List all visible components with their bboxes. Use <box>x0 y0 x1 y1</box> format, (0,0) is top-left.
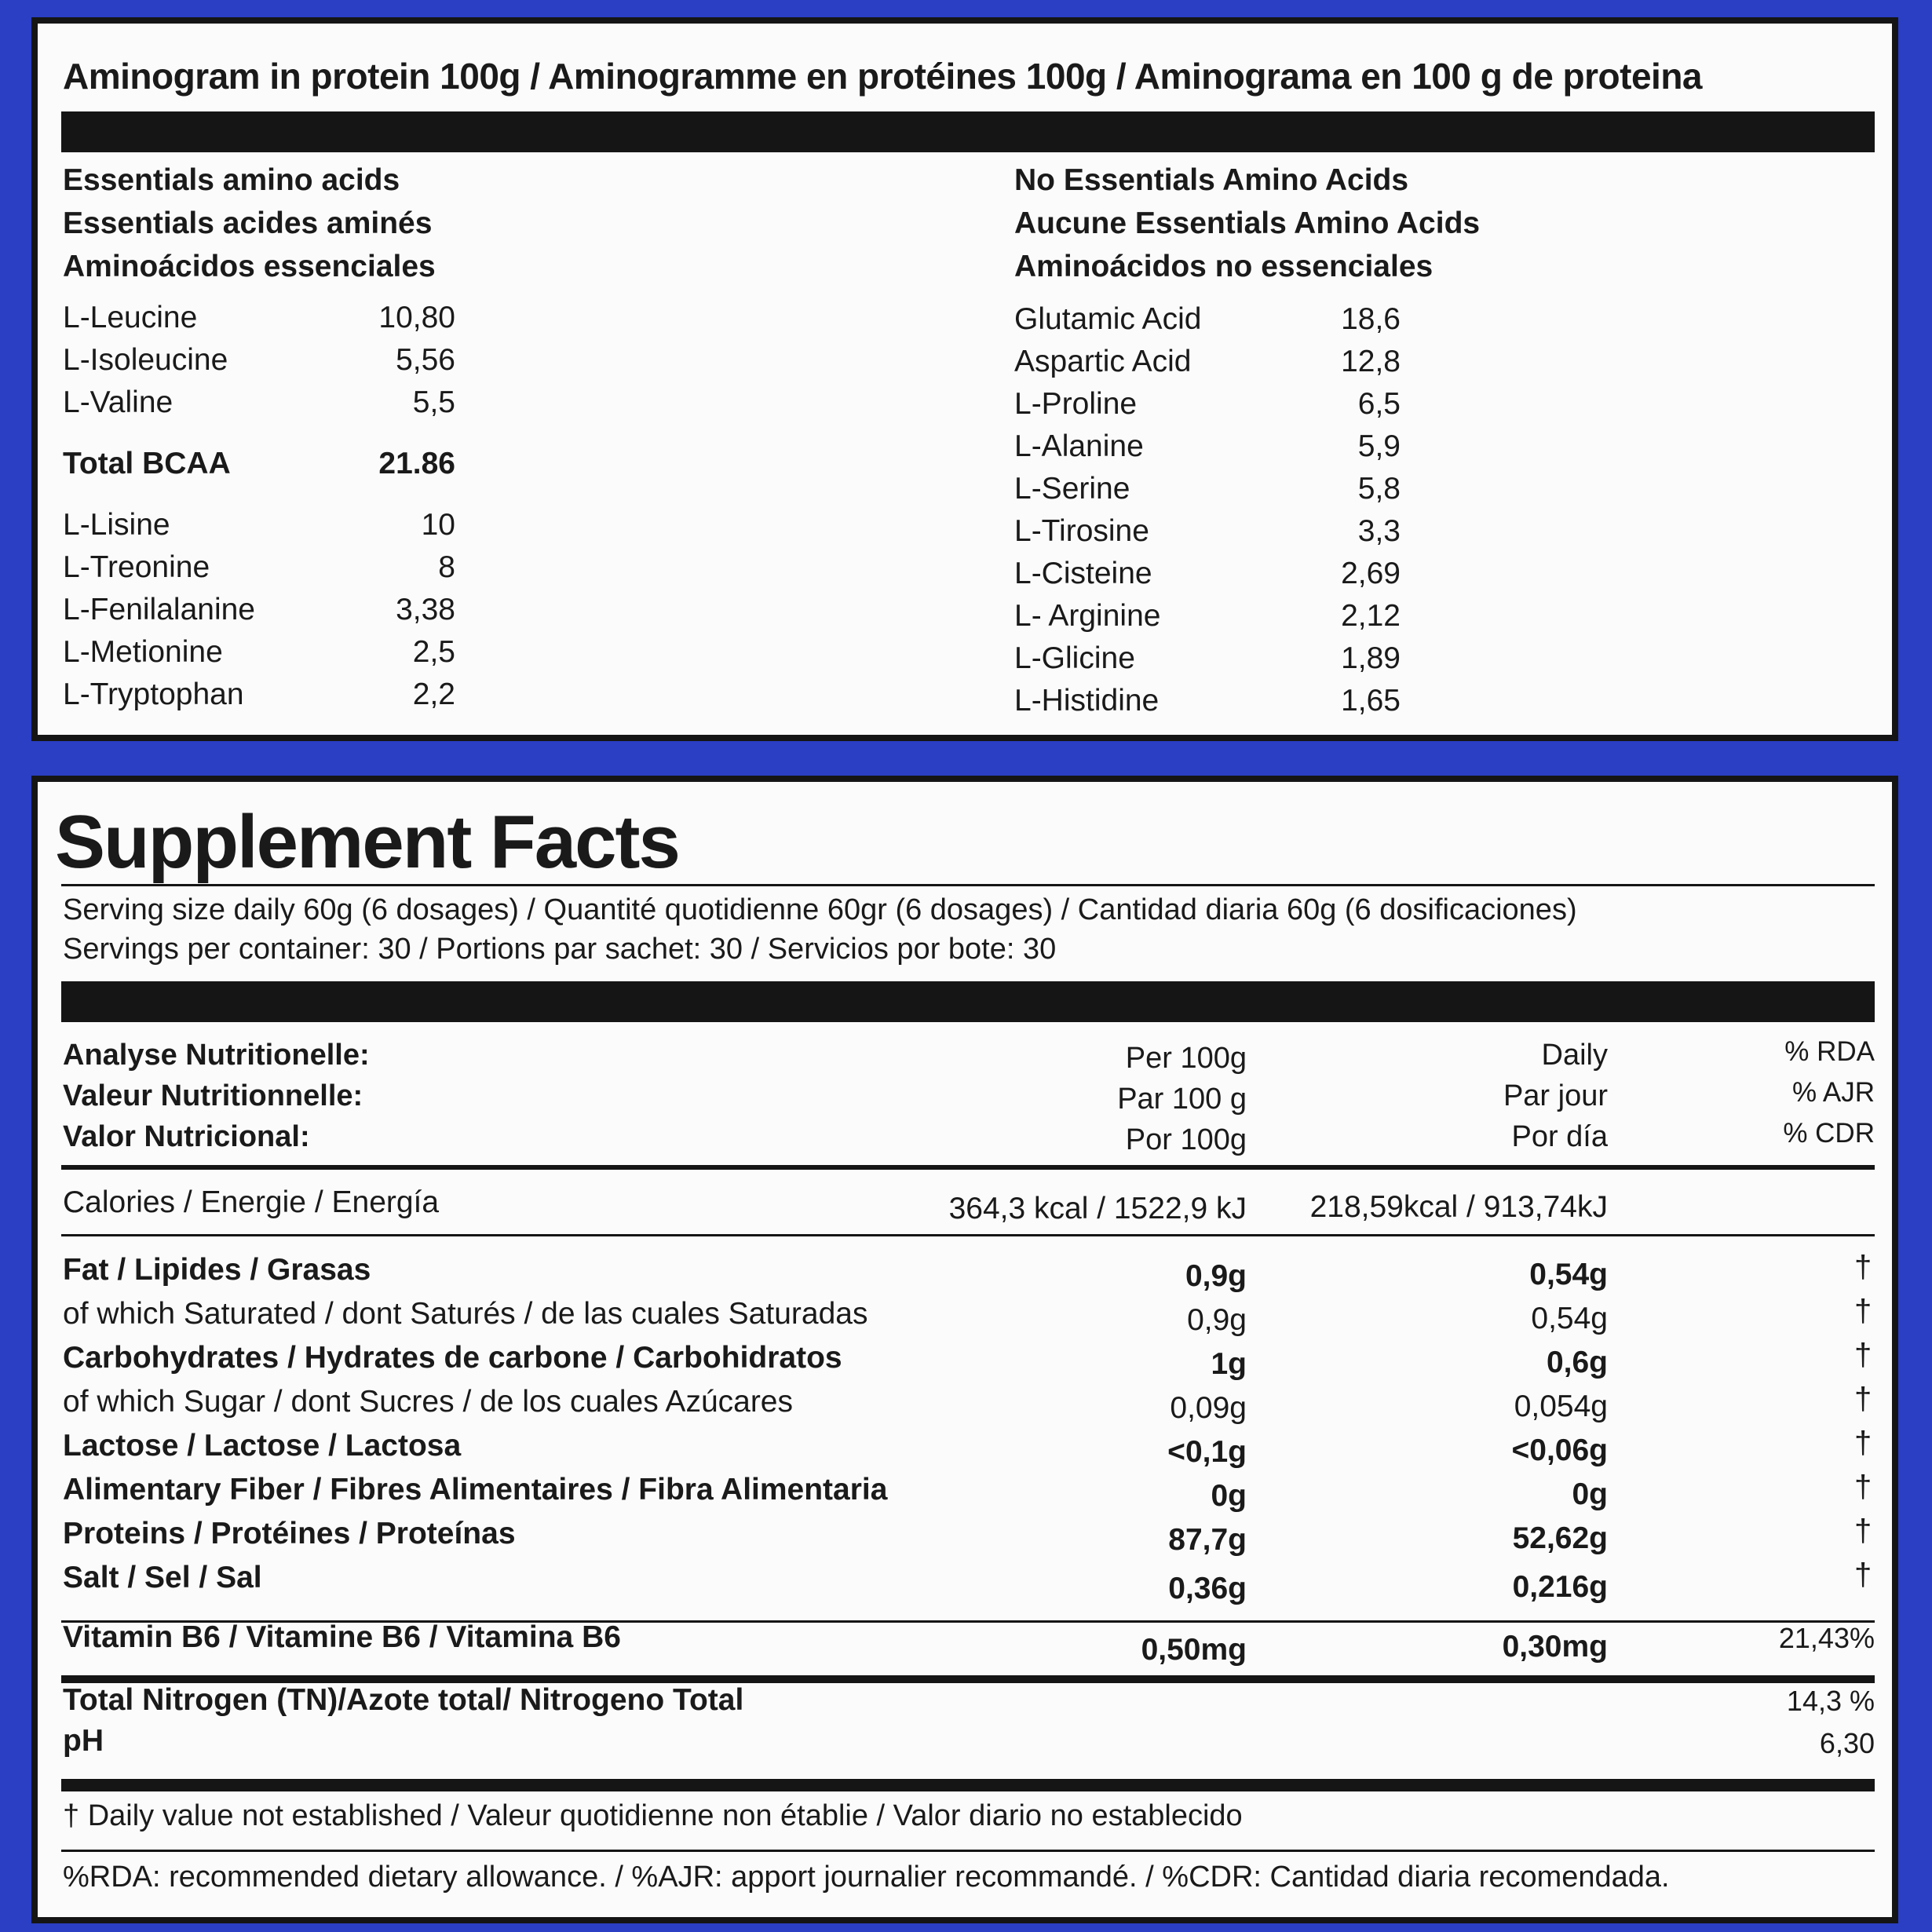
nonessential-heading <box>1014 159 1480 288</box>
amino-value: 10 <box>421 508 455 542</box>
amino-value: 5,8 <box>1357 472 1401 506</box>
bcaa-value: 21.86 <box>378 447 455 480</box>
facts-title: Supplement Facts <box>55 800 679 884</box>
amino-name: L-Treonine <box>63 550 210 584</box>
nutrient-per100: <0,1g <box>1167 1435 1247 1469</box>
amino-name: L- Arginine <box>1014 599 1161 633</box>
nutrient-label: Carbohydrates / Hydrates de carbone / Carbohidratos <box>63 1341 842 1375</box>
vitamin-divider <box>61 1675 1875 1683</box>
nutrient-label: Proteins / Protéines / Proteínas <box>63 1517 516 1550</box>
amino-value: 10,80 <box>378 301 455 334</box>
nutrient-label: of which Sugar / dont Sucres / de los cuales Azúcares <box>63 1385 794 1419</box>
amino-name: L-Glicine <box>1014 641 1135 675</box>
nonessential-heading-en: No Essentials Amino Acids <box>1014 163 1409 197</box>
aminogram-header-bar <box>61 111 1875 152</box>
nutrient-per100: 0,9g <box>1185 1259 1247 1293</box>
dagger-icon: † <box>1854 1470 1872 1504</box>
amino-value: 1,89 <box>1341 641 1401 675</box>
header-label-fr: Valeur Nutritionnelle: <box>63 1079 363 1112</box>
table-row <box>38 1558 1892 1605</box>
amino-name: L-Serine <box>1014 472 1130 506</box>
list-item <box>63 339 455 382</box>
header-divider <box>61 1165 1875 1170</box>
amino-value: 3,3 <box>1357 514 1401 548</box>
daily-es: Por día <box>1511 1120 1608 1153</box>
dagger-icon: † <box>1854 1426 1872 1460</box>
amino-value: 3,38 <box>396 593 455 626</box>
amino-value: 18,6 <box>1341 302 1401 336</box>
vitamin-rda: 21,43% <box>1778 1622 1875 1654</box>
list-item <box>63 546 455 589</box>
amino-name: L-Alanine <box>1014 429 1144 463</box>
list-item <box>63 504 455 546</box>
amino-name: L-Metionine <box>63 635 223 669</box>
per100-es: Por 100g <box>1125 1123 1247 1156</box>
list-item <box>63 674 455 716</box>
dagger-icon: † <box>1854 1514 1872 1548</box>
list-item <box>1014 595 1401 637</box>
table-row <box>38 1294 1892 1341</box>
nitrogen-divider <box>61 1779 1875 1791</box>
nutrients-table <box>38 1250 1892 1605</box>
amino-value: 2,12 <box>1341 599 1401 633</box>
amino-name: L-Isoleucine <box>63 343 228 377</box>
list-item <box>63 631 455 674</box>
list-item <box>1014 637 1401 680</box>
calories-daily: 218,59kcal / 913,74kJ <box>1309 1190 1608 1224</box>
per100-header <box>901 1038 1247 1160</box>
amino-name: Aspartic Acid <box>1014 345 1192 378</box>
nutrient-per100: 0,36g <box>1168 1572 1247 1605</box>
header-label-en: Analyse Nutritionelle: <box>63 1039 370 1072</box>
nitrogen-label: Total Nitrogen (TN)/Azote total/ Nitrogeno Total <box>63 1683 744 1717</box>
nutrient-per100: 0g <box>1211 1479 1247 1513</box>
calories-per100: 364,3 kcal / 1522,9 kJ <box>948 1192 1247 1225</box>
amino-value: 5,56 <box>396 343 455 377</box>
nutrient-daily: 0,054g <box>1514 1390 1608 1423</box>
list-item <box>1014 510 1401 553</box>
table-row <box>38 1514 1892 1561</box>
nutrient-per100: 1g <box>1211 1347 1247 1381</box>
amino-value: 12,8 <box>1341 345 1401 378</box>
nonessential-list <box>1014 298 1401 722</box>
bcaa-label: Total BCAA <box>63 447 231 480</box>
serving-size: Serving size daily 60g (6 dosages) / Quantité quotidienne 60gr (6 dosages) / Cantidad diaria 60g (6 dosificaciones) <box>63 893 1577 926</box>
title-divider <box>61 884 1875 886</box>
amino-name: L-Valine <box>63 385 173 419</box>
amino-name: L-Histidine <box>1014 684 1160 718</box>
amino-name: L-Tirosine <box>1014 514 1149 548</box>
list-item <box>1014 680 1401 722</box>
nutrient-daily: 0,216g <box>1512 1570 1608 1604</box>
table-row <box>38 1338 1892 1385</box>
table-row <box>38 1250 1892 1297</box>
amino-value: 1,65 <box>1341 684 1401 718</box>
footnote-rda: %RDA: recommended dietary allowance. / %AJR: apport journalier recommandé. / %CDR: Cantidad diaria recomendada. <box>63 1861 1670 1894</box>
table-row <box>38 1470 1892 1517</box>
list-item <box>63 297 455 339</box>
rda-en: % RDA <box>1784 1036 1875 1067</box>
essential-heading-en: Essentials amino acids <box>63 163 400 197</box>
dagger-icon: † <box>1854 1382 1872 1416</box>
rda-header <box>1686 1032 1875 1154</box>
aminogram-panel <box>31 17 1898 741</box>
nutrient-label: of which Saturated / dont Saturés / de las cuales Saturadas <box>63 1297 868 1331</box>
list-item <box>1014 553 1401 595</box>
amino-value: 6,5 <box>1357 387 1401 421</box>
footnote-dagger: † Daily value not established / Valeur quotidienne non établie / Valor diario no establecido <box>63 1799 1243 1832</box>
daily-fr: Par jour <box>1503 1079 1608 1112</box>
amino-value: 5,9 <box>1357 429 1401 463</box>
amino-name: L-Proline <box>1014 387 1138 421</box>
amino-value: 2,2 <box>412 677 455 711</box>
table-row <box>38 1382 1892 1429</box>
table-row <box>38 1426 1892 1473</box>
amino-value: 2,5 <box>412 635 455 669</box>
header-label-es: Valor Nutricional: <box>63 1120 310 1153</box>
footnote-divider <box>61 1850 1875 1852</box>
nutrient-daily: 0,54g <box>1529 1258 1608 1291</box>
vitamin-label: Vitamin B6 / Vitamine B6 / Vitamina B6 <box>63 1620 621 1654</box>
amino-name: Glutamic Acid <box>1014 302 1202 336</box>
essential-heading <box>63 159 436 288</box>
per100-en: Per 100g <box>1125 1042 1247 1075</box>
amino-value: 2,69 <box>1341 557 1401 590</box>
nutrient-per100: 0,09g <box>1170 1391 1247 1425</box>
aminogram-title: Aminogram in protein 100g / Aminogramme en protéines 100g / Aminograma en 100 g de proteina <box>63 56 1703 97</box>
total-bcaa-row <box>63 443 455 485</box>
nonessential-heading-fr: Aucune Essentials Amino Acids <box>1014 206 1481 240</box>
ph-value: 6,30 <box>1819 1727 1875 1759</box>
amino-value: 8 <box>438 550 455 584</box>
dagger-icon: † <box>1854 1338 1872 1372</box>
nutrient-daily: 52,62g <box>1512 1521 1608 1555</box>
essential-list <box>63 297 455 716</box>
supplement-facts-panel <box>31 776 1898 1923</box>
servings-per-container: Servings per container: 30 / Portions par sachet: 30 / Servicios por bote: 30 <box>63 933 1057 966</box>
list-item <box>1014 341 1401 383</box>
amino-name: L-Lisine <box>63 508 170 542</box>
rda-es: % CDR <box>1783 1118 1875 1149</box>
per100-fr: Par 100 g <box>1117 1083 1247 1116</box>
dagger-icon: † <box>1854 1558 1872 1592</box>
daily-header <box>1262 1035 1608 1157</box>
essential-heading-fr: Essentials acides aminés <box>63 206 433 240</box>
daily-en: Daily <box>1541 1039 1608 1072</box>
ph-label: pH <box>63 1724 104 1758</box>
nutrient-label: Salt / Sel / Sal <box>63 1561 262 1594</box>
nutrient-label: Alimentary Fiber / Fibres Alimentaires / Fibra Alimentaria <box>63 1473 888 1507</box>
nutrient-label: Fat / Lipides / Grasas <box>63 1253 371 1287</box>
amino-value: 5,5 <box>412 385 455 419</box>
calories-divider <box>61 1234 1875 1236</box>
amino-name: L-Leucine <box>63 301 198 334</box>
nutrient-label: Lactose / Lactose / Lactosa <box>63 1429 462 1463</box>
nutrient-daily: 0,6g <box>1546 1346 1608 1379</box>
facts-header-bar <box>61 981 1875 1022</box>
list-item <box>1014 383 1401 425</box>
nutrient-per100: 0,9g <box>1187 1303 1247 1337</box>
rda-fr: % AJR <box>1791 1077 1875 1108</box>
nitrogen-value: 14,3 % <box>1786 1685 1875 1717</box>
list-item <box>1014 468 1401 510</box>
amino-name: L-Tryptophan <box>63 677 244 711</box>
dagger-icon: † <box>1854 1250 1872 1284</box>
list-item <box>63 589 455 631</box>
dagger-icon: † <box>1854 1294 1872 1328</box>
nonessential-heading-es: Aminoácidos no essenciales <box>1014 250 1433 283</box>
nutrient-per100: 87,7g <box>1168 1523 1247 1557</box>
essential-heading-es: Aminoácidos essenciales <box>63 250 436 283</box>
nutrient-daily: 0g <box>1572 1477 1608 1511</box>
list-item <box>1014 425 1401 468</box>
list-item <box>1014 298 1401 341</box>
amino-name: L-Cisteine <box>1014 557 1152 590</box>
amino-name: L-Fenilalanine <box>63 593 255 626</box>
nutrition-header-labels <box>63 1035 370 1157</box>
calories-label: Calories / Energie / Energía <box>63 1185 440 1219</box>
nutrient-daily: <0,06g <box>1511 1433 1608 1467</box>
list-item <box>63 382 455 424</box>
vitamin-per100: 0,50mg <box>1141 1633 1247 1667</box>
nutrient-daily: 0,54g <box>1531 1302 1608 1335</box>
vitamin-daily: 0,30mg <box>1502 1630 1608 1664</box>
